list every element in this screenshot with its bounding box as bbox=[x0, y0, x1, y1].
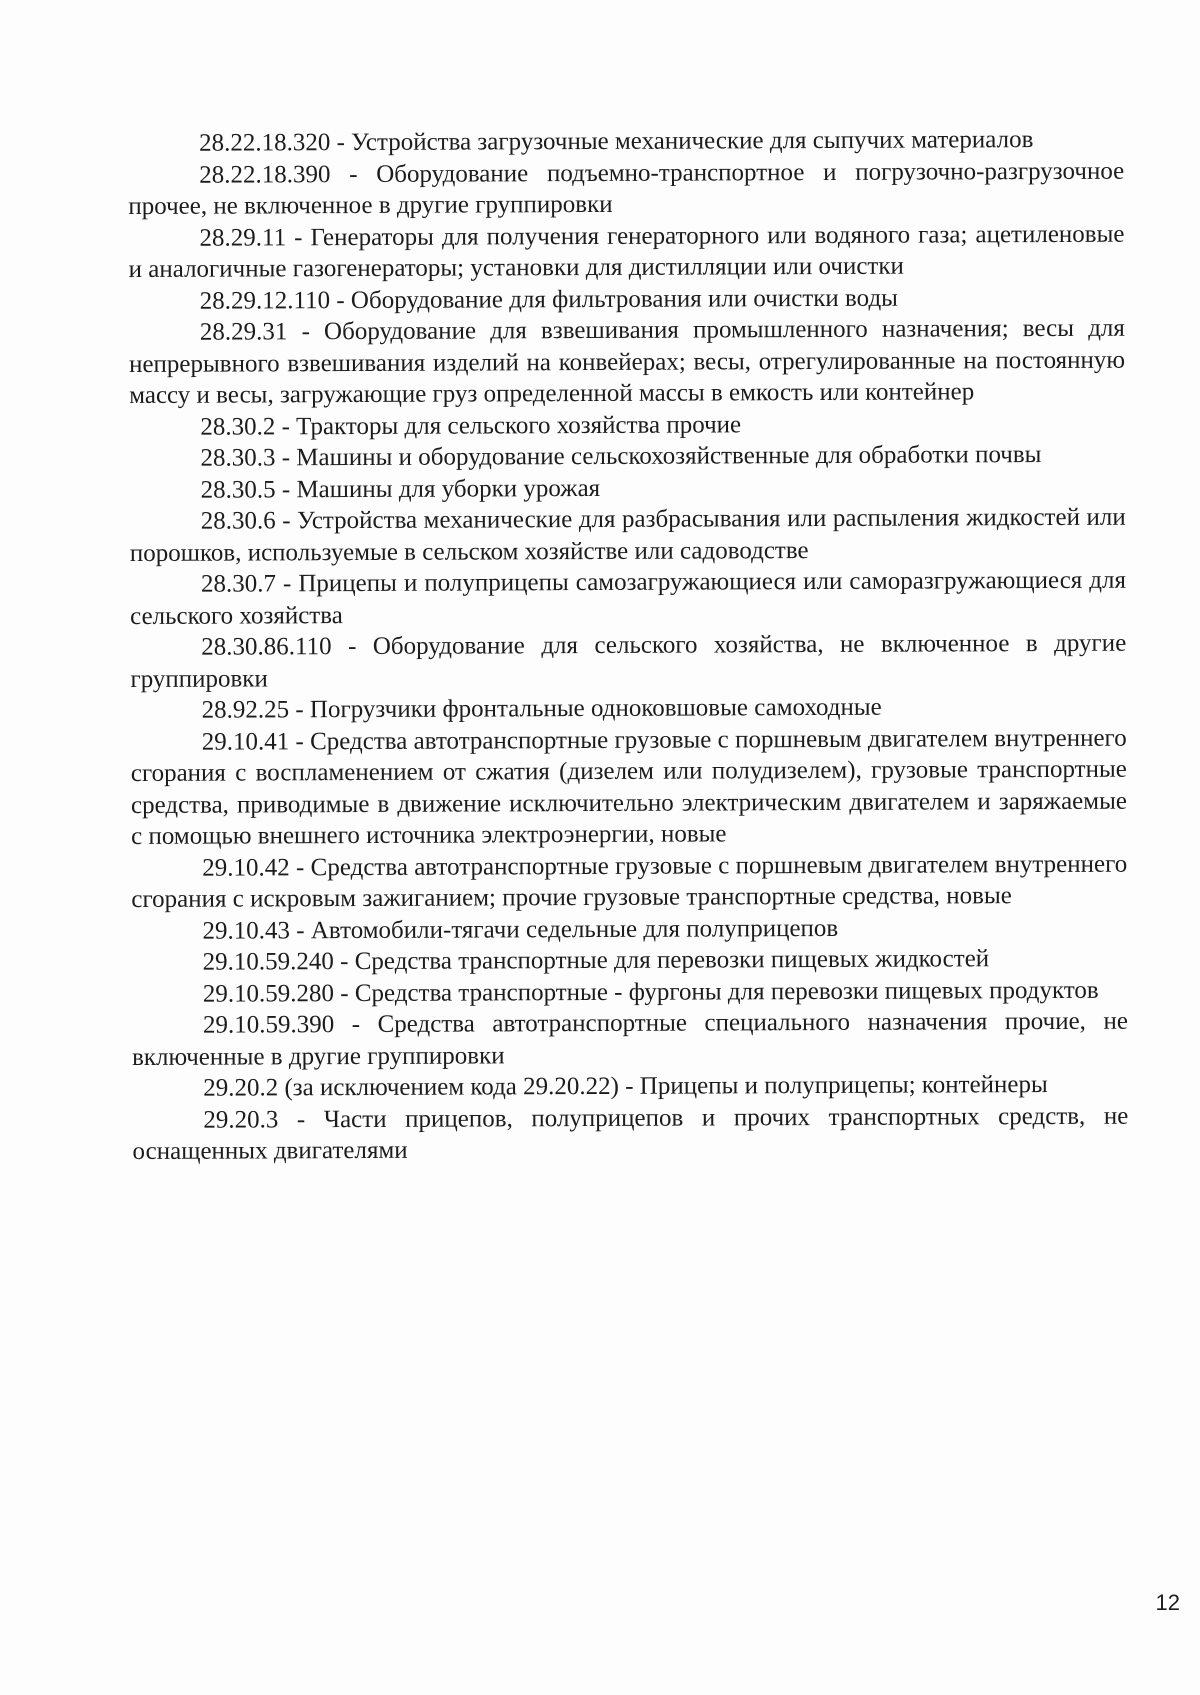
page-number: 12 bbox=[1155, 1590, 1180, 1615]
paragraph-29-20-3: 29.20.3 - Части прицепов, полуприцепов и прочих транспортных средств, не оснащенных двигателями bbox=[132, 1102, 1129, 1165]
paragraph-28-30-3: 28.30.3 - Машины и оборудование сельскохозяйственные для обработки почвы bbox=[200, 441, 1042, 472]
paragraph-29-10-42: 29.10.42 - Средства автотранспортные грузовые с поршневым двигателем внутреннего сгорания с искровым зажиганием; прочие грузовые транспортные средства, новые bbox=[131, 850, 1128, 913]
paragraph-28-30-5: 28.30.5 - Машины для уборки урожая bbox=[200, 474, 601, 504]
paragraph-28-22-18-390: 28.22.18.390 - Оборудование подъемно-транспортное и погрузочно-разгрузочное прочее, не включенное в другие группировки bbox=[128, 157, 1125, 220]
paragraph-28-30-2: 28.30.2 - Тракторы для сельского хозяйства прочие bbox=[200, 410, 742, 441]
document-body bbox=[128, 124, 1129, 1168]
paragraph-28-29-11: 28.29.11 - Генераторы для получения генераторного или водяного газа; ацетиленовые и аналогичные газогенераторы; установки для дистилляции или очистки bbox=[128, 220, 1125, 283]
paragraph-29-10-59-280: 29.10.59.280 - Средства транспортные - фургоны для перевозки пищевых продуктов bbox=[202, 976, 1099, 1008]
paragraph-28-92-25: 28.92.25 - Погрузчики фронтальные одноковшовые самоходные bbox=[201, 693, 882, 724]
paragraph-29-10-41: 29.10.41 - Средства автотранспортные грузовые с поршневым двигателем внутреннего сгорания с воспламенением от сжатия (дизелем или полудизелем), грузовые транспортные средства, приводимые в движение исключительно электрическим двигателем и заряжаемые с помощью внешнего источника электроэнергии, новые bbox=[130, 724, 1128, 850]
paragraph-28-30-6: 28.30.6 - Устройства механические для разбрасывания или распыления жидкостей или порошков, используемые в сельском хозяйстве или садоводстве bbox=[129, 503, 1126, 567]
paragraph-29-20-2: 29.20.2 (за исключением кода 29.20.22) - Прицепы и полуприцепы; контейнеры bbox=[203, 1070, 1048, 1102]
paragraph-29-10-59-240: 29.10.59.240 - Средства транспортные для перевозки пищевых жидкостей bbox=[202, 945, 990, 976]
paragraph-28-29-31: 28.29.31 - Оборудование для взвешивания промышленного назначения; весы для непрерывного взвешивания изделий на конвейерах; весы, отрегулированные на постоянную массу и весы, загружающие груз определенной массы в емкость или контейнер bbox=[128, 314, 1126, 409]
paragraph-28-30-7: 28.30.7 - Прицепы и полуприцепы самозагружающиеся или саморазгружающиеся для сельского хозяйства bbox=[130, 566, 1127, 630]
paragraph-28-22-18-320: 28.22.18.320 - Устройства загрузочные механические для сыпучих материалов bbox=[199, 126, 1034, 157]
paragraph-28-30-86-110: 28.30.86.110 - Оборудование для сельского хозяйства, не включенное в другие группировки bbox=[130, 629, 1127, 693]
paragraph-29-10-43: 29.10.43 - Автомобили-тягачи седельные для полуприцепов bbox=[202, 914, 839, 945]
paragraph-28-29-12-110: 28.29.12.110 - Оборудование для фильтрования или очистки воды bbox=[199, 284, 898, 315]
paragraph-29-10-59-390: 29.10.59.390 - Средства автотранспортные специального назначения прочие, не включенные в другие группировки bbox=[131, 1007, 1128, 1071]
